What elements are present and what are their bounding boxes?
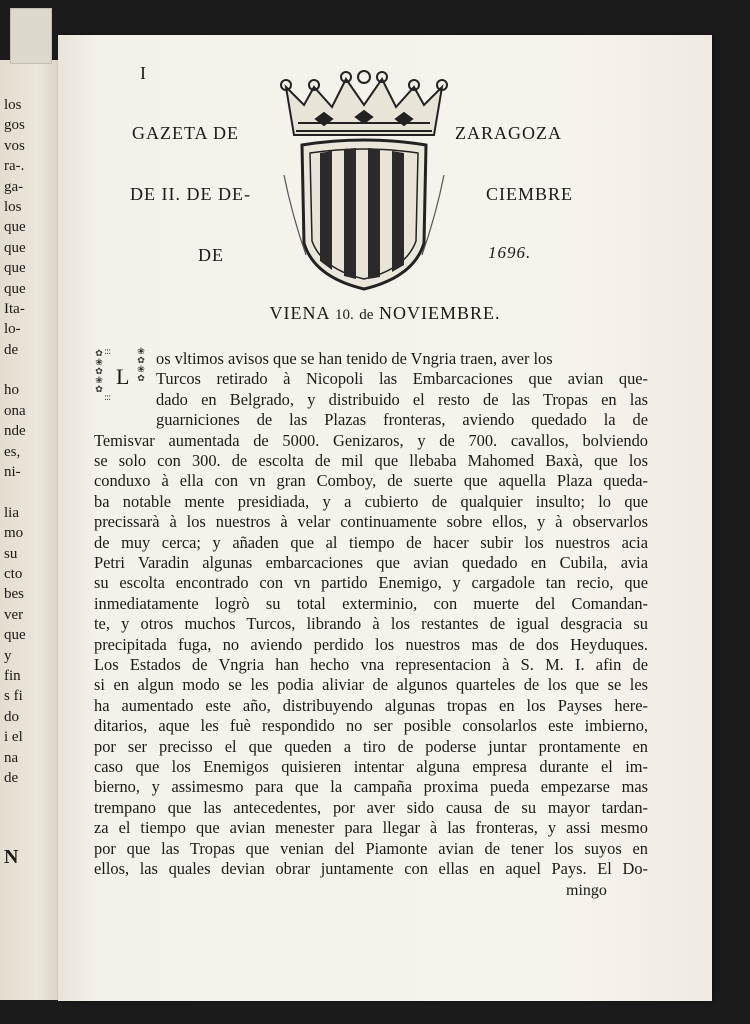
masthead-date-right: CIEMBRE (486, 184, 574, 204)
ornament-bottom-icon: ::: (104, 393, 111, 403)
text-line: se solo con 300. de escolta de mil que llebaba Mahomed Baxà, que los (94, 451, 648, 470)
page-tab (10, 8, 52, 64)
previous-page-word: que (4, 239, 26, 256)
previous-page-strip (0, 60, 63, 1000)
previous-page-word: ho (4, 382, 19, 399)
previous-page-word: Ita- (4, 300, 25, 317)
previous-page-word (4, 360, 60, 380)
text-line: de muy cerca; y añaden que al tiempo de hacer subir los nuestros acia (94, 532, 648, 552)
text-line: os vltimos avisos que se han tenido de Vngria traen, aver los (156, 349, 553, 368)
text-line: dado en Belgrado, y distribuido el resto de las Tropas en las (156, 389, 648, 409)
previous-page-word: cto (4, 565, 23, 582)
previous-page-word: que (4, 260, 26, 277)
previous-page-word: de (4, 769, 19, 786)
previous-page-word: vos (4, 137, 25, 154)
initial-letter: L (116, 364, 130, 389)
folio-number: I (140, 63, 146, 83)
previous-page-word: ni- (4, 464, 21, 481)
text-line: Turcos retirado à Nicopoli las Embarcaciones que avian que- (156, 369, 648, 389)
text-line: caso que los Enemigos quisieren intentar alguna empresa durante el im- (94, 757, 648, 776)
text-line: por que las Tropas que venian del Piamonte avian de tener los suyos en (94, 838, 648, 858)
previous-page-word: nde (4, 423, 26, 440)
previous-page-word: fin (4, 667, 21, 684)
previous-page-word: na (4, 749, 19, 766)
masthead-title-left: GAZETA DE (132, 123, 240, 143)
previous-page-word: y (4, 647, 12, 664)
dateline-city: VIENA (269, 303, 330, 323)
text-line: Los Estados de Vngria han hecho vna representacion à S. M. I. afin de (94, 655, 648, 674)
masthead-year: 1696. (488, 243, 532, 262)
previous-page-word: que (4, 280, 26, 297)
text-line: si en algun modo se les podia aliviar de algunos quarteles de los que se les (94, 675, 648, 695)
previous-page-word: gos (4, 117, 25, 134)
previous-page-word: su (4, 545, 18, 562)
catchword: mingo (566, 882, 607, 899)
dateline-de: de (359, 307, 374, 323)
text-line: Temisvar aumentada de 5000. Genizaros, y de 700. cavallos, bolviendo (94, 430, 648, 450)
previous-page-word: es, (4, 443, 21, 460)
previous-page-word: ra-. (4, 158, 25, 175)
ornament-top-icon: ::: (104, 347, 111, 357)
decorated-initial (94, 345, 152, 409)
previous-page-word: ga- (4, 178, 24, 195)
previous-page-word: lia (4, 504, 19, 521)
text-line: ellos, las quales devian obrar juntamente con ellas en aquel Pays. El Do- (94, 859, 648, 878)
previous-page-word: lo- (4, 321, 21, 338)
coat-of-arms-emblem (274, 65, 454, 295)
previous-page-word: los (4, 198, 22, 215)
previous-page-word: que (4, 627, 26, 644)
text-line: za el tiempo que avian menester para llegar à las fronteras, y assi mesmo (94, 818, 648, 838)
previous-page-word: ver (4, 606, 24, 623)
text-line: conduxo à ella con vn gran Comboy, de suerte que aquella Plaza queda- (94, 471, 648, 491)
text-line: inmediatamente logrò su total exterminio, con muerte del Comandan- (94, 593, 648, 613)
text-line: ba notable mente presidiada, y a cubierto de qualquier insulto; lo que (94, 491, 648, 511)
previous-page-word: los (4, 97, 22, 113)
previous-page-word: s fi (4, 688, 23, 705)
text-line: guarniciones de las Plazas fronteras, aviendo quedado la de (156, 410, 648, 430)
previous-page-word: de (4, 341, 19, 358)
text-line: ditarios, aque les fuè respondido no ser posible consolarlos este imbierno, (94, 716, 648, 736)
dateline-day: 10. (335, 307, 354, 323)
text-line: precipitada fuga, no aviendo perdido los nuestros mas de dos Heyduques. (94, 634, 648, 654)
previous-page-word: do (4, 708, 19, 725)
text-line: precissarà à los nuestros à velar continuamente sobre ellos, y à observarlos (94, 512, 648, 532)
text-line: su escolta encontrado con vn partido Enemigo, y cargadole tan recio, que (94, 573, 648, 593)
dateline (58, 303, 712, 324)
text-line: por ser precisso el que queden a tiro de poderse juntar prontamente en (94, 736, 648, 756)
previous-page-catchword: N (4, 846, 19, 868)
ornament-right-icon: ❀✿❀✿ (136, 347, 146, 383)
text-line: bierno, y assimesmo para que la campaña proxima pueda empezarse mas (94, 777, 648, 797)
masthead-date-left: DE II. DE DE- (130, 184, 251, 204)
previous-page-word: ona (4, 402, 26, 419)
text-line: te, y otros muchos Turcos, librando à los restantes de igual desgracia su (94, 614, 648, 634)
dateline-month: NOVIEMBRE. (378, 303, 501, 323)
previous-page-word: mo (4, 525, 24, 542)
text-line: trempano que las antecedentes, por aver sido causa de su mayor tardan- (94, 797, 648, 817)
text-line: ha aumentado este año, distribuyendo algunas tropas en los Payses here- (94, 695, 648, 715)
masthead-de: DE (198, 245, 224, 265)
ornament-left-icon: ✿❀✿❀✿ (94, 349, 104, 394)
previous-page-word: que (4, 219, 26, 236)
gazette-page (58, 35, 712, 1001)
masthead-title-right: ZARAGOZA (455, 123, 562, 143)
previous-page-word: i el (4, 729, 23, 746)
previous-page-line-ends (4, 95, 60, 788)
previous-page-word (4, 482, 60, 502)
previous-page-word: bes (4, 586, 24, 603)
text-line: Petri Varadin algunas embarcaciones que avian quedado en Cubila, avia (94, 553, 648, 572)
